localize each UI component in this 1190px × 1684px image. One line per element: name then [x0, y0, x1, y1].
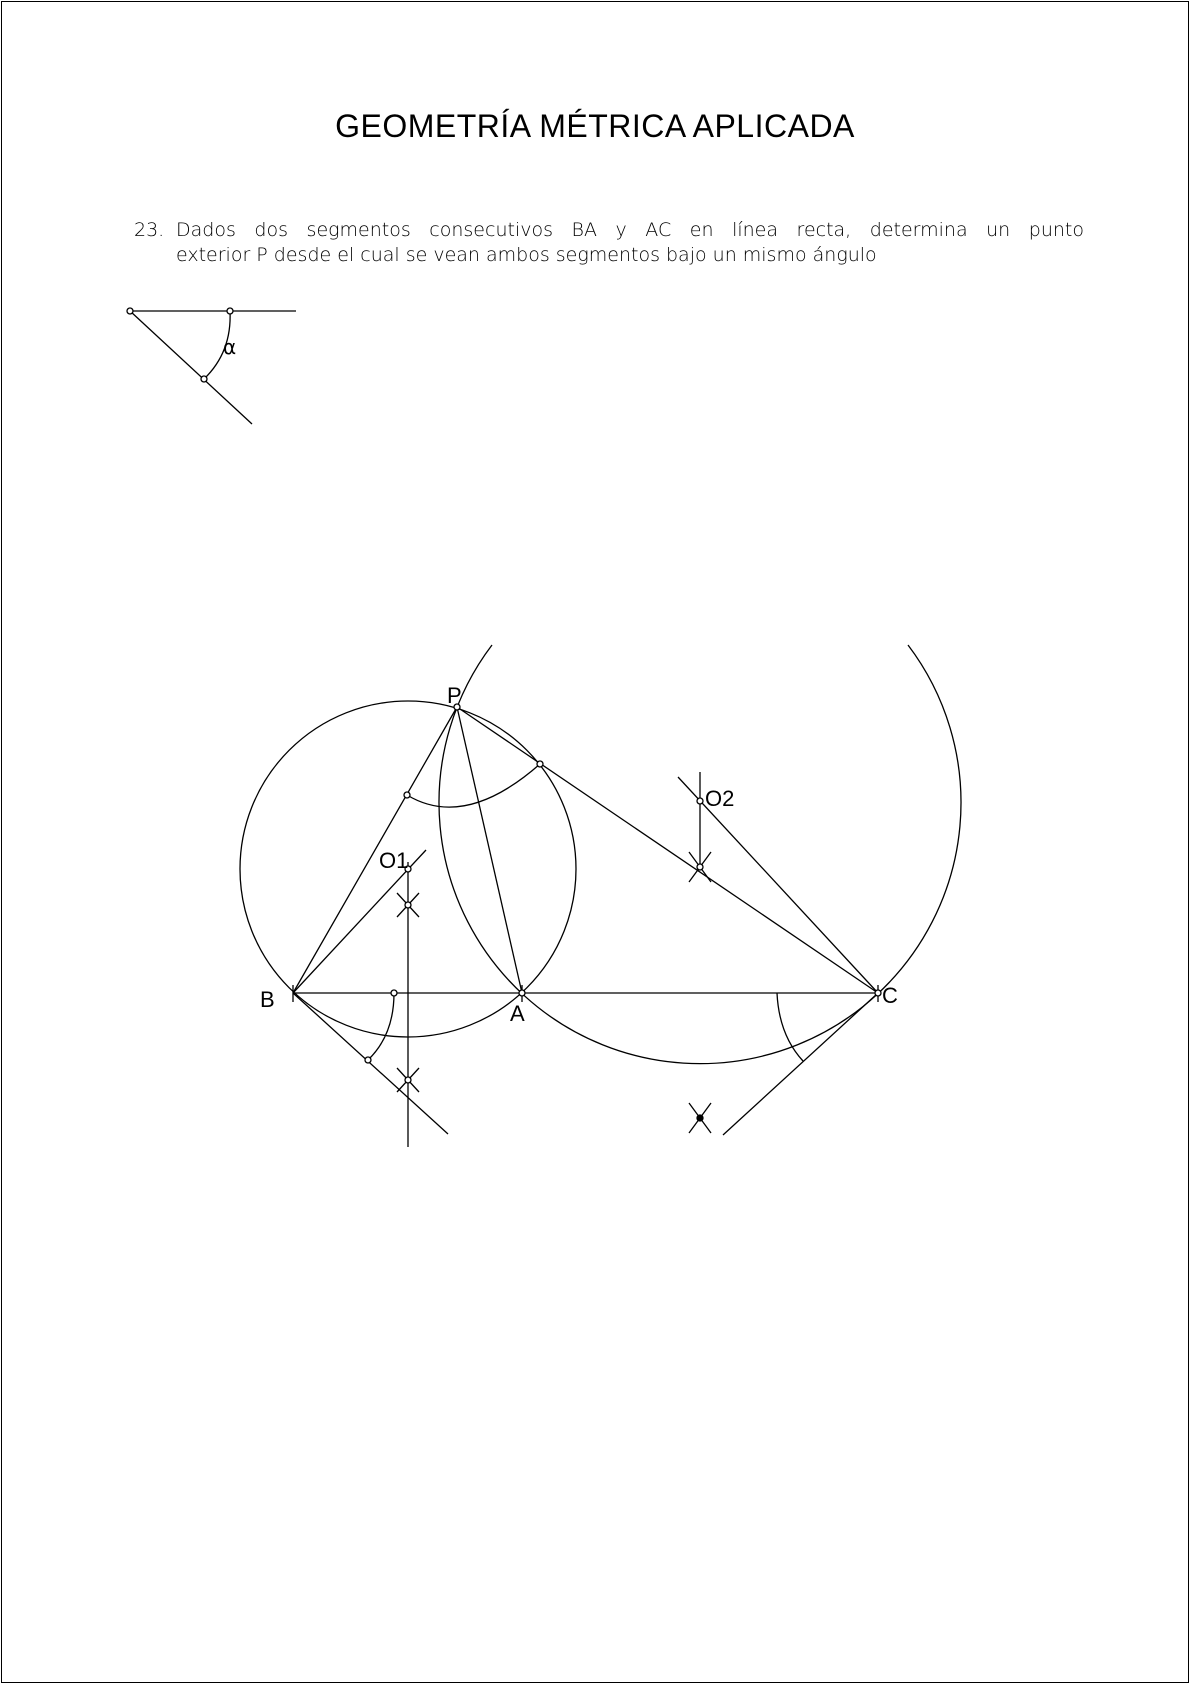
angle-vertex-point [127, 308, 133, 314]
point-arc-b-2 [365, 1057, 371, 1063]
point-arc-pc [537, 761, 543, 767]
line-pc [457, 707, 878, 993]
angle-copy-line-b [293, 993, 448, 1134]
angle-copy-line-c [723, 993, 878, 1135]
angle-symbol: α [223, 335, 237, 359]
label-a: A [510, 1001, 525, 1026]
label-b: B [260, 987, 275, 1012]
point-bisector-ac-lower [697, 1115, 703, 1121]
construction [240, 645, 961, 1147]
problem-text-line-2: exterior P desde el cual se vean ambos segmentos bajo un mismo ángulo [176, 244, 877, 266]
problem-number: 23. [134, 219, 165, 241]
arc-at-p [407, 764, 540, 807]
page-title: GEOMETRÍA MÉTRICA APLICADA [335, 108, 855, 144]
point-a [519, 990, 525, 996]
angle-copy-arc-b [368, 993, 394, 1060]
point-o2 [697, 798, 703, 804]
point-bisector-ba-upper [405, 902, 411, 908]
angle-side-oblique [130, 311, 252, 424]
angle-arc-point-2 [201, 376, 207, 382]
label-o2: O2 [705, 786, 735, 811]
point-bisector-ac-upper [697, 864, 703, 870]
point-arc-b-1 [391, 990, 397, 996]
point-arc-pb [404, 792, 410, 798]
problem-text-line-1: Dados dos segmentos consecutivos BA y AC en línea recta, determina un punto [176, 219, 1084, 241]
point-c [875, 990, 881, 996]
label-c: C [882, 983, 898, 1008]
line-pa [457, 707, 522, 993]
label-p: P [447, 683, 462, 708]
angle-arc-point-1 [227, 308, 233, 314]
label-o1: O1 [379, 848, 409, 873]
point-bisector-ba-lower [405, 1077, 411, 1083]
line-pb [293, 707, 457, 993]
given-angle [127, 308, 296, 424]
